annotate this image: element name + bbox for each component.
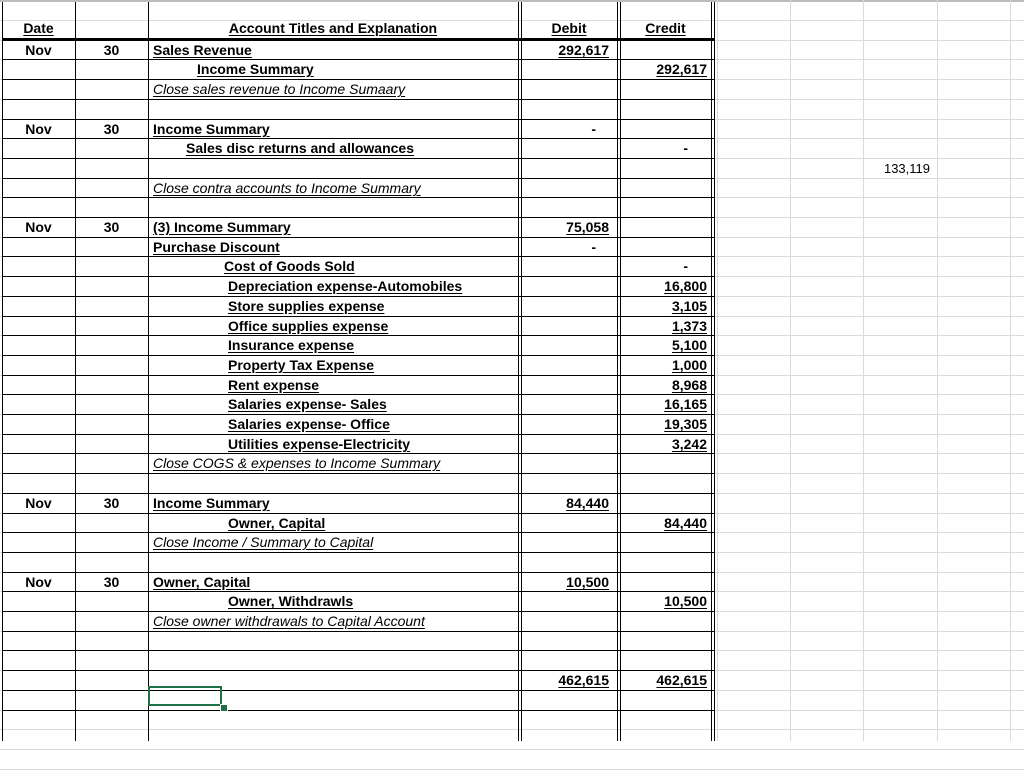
entry-day: 30 [103, 495, 120, 511]
credit-amount: - [683, 140, 688, 156]
entry-explanation: Close contra accounts to Income Summary [153, 180, 421, 196]
ledger-border-horizontal [2, 631, 715, 632]
account-title: Owner, Withdrawls [228, 593, 354, 609]
entry-explanation: Close sales revenue to Income Sumaary [153, 81, 406, 97]
ledger-border-horizontal [2, 59, 715, 60]
credit-amount: 1,000 [671, 357, 707, 373]
debit-amount: - [591, 121, 596, 137]
fill-handle[interactable] [220, 704, 228, 712]
account-title: Income Summary [153, 495, 270, 511]
account-title: Income Summary [197, 61, 314, 77]
entry-month: Nov [25, 42, 52, 58]
credit-amount: - [683, 258, 688, 274]
entry-month: Nov [25, 121, 52, 137]
gridline-vertical [717, 0, 718, 741]
credit-amount: 84,440 [664, 515, 707, 531]
credit-amount: 19,305 [664, 416, 707, 432]
credit-amount: 3,242 [671, 436, 707, 452]
account-title: Store supplies expense [228, 298, 385, 314]
gridline-horizontal [0, 729, 1024, 730]
credit-amount: 1,373 [671, 318, 707, 334]
header-account-titles: Account Titles and Explanation [228, 20, 438, 36]
sheet-top-edge [0, 0, 1024, 2]
credit-amount: 10,500 [664, 593, 707, 609]
account-title: Office supplies expense [228, 318, 389, 334]
ledger-border-horizontal [2, 256, 715, 257]
account-title: Property Tax Expense [228, 357, 375, 373]
header-underline [2, 38, 715, 40]
debit-amount: 10,500 [566, 574, 609, 590]
account-title: Rent expense [228, 377, 320, 393]
entry-day: 30 [103, 42, 120, 58]
ledger-border-horizontal [2, 552, 715, 553]
gridline-vertical [937, 0, 938, 741]
entry-explanation: Close Income / Summary to Capital [153, 534, 374, 550]
ledger-border-horizontal [2, 690, 715, 691]
ledger-border-horizontal [2, 335, 715, 336]
account-title: Depreciation expense-Automobiles [228, 278, 463, 294]
debit-amount: 292,617 [558, 42, 609, 58]
debit-amount: - [591, 239, 596, 255]
account-title: Salaries expense- Sales [228, 396, 387, 412]
account-title: Sales disc returns and allowances [186, 140, 414, 156]
ledger-border-horizontal [2, 99, 715, 100]
ledger-border-horizontal [2, 650, 715, 651]
ledger-border-horizontal [2, 375, 715, 376]
entry-month: Nov [25, 574, 52, 590]
credit-amount: 16,800 [664, 278, 707, 294]
ledger-border-horizontal [2, 158, 715, 159]
header-credit: Credit [645, 20, 686, 36]
gridline-vertical [790, 0, 791, 741]
debit-amount: 84,440 [566, 495, 609, 511]
account-title: Salaries expense- Office [228, 416, 390, 432]
debit-amount: 75,058 [566, 219, 609, 235]
account-title: Owner, Capital [153, 574, 251, 590]
gridline-vertical [863, 0, 864, 741]
gridline-horizontal [0, 749, 1024, 750]
ledger-border-horizontal [2, 513, 715, 514]
header-debit: Debit [551, 20, 587, 36]
entry-month: Nov [25, 219, 52, 235]
entry-explanation: Close COGS & expenses to Income Summary [153, 455, 441, 471]
account-title: Purchase Discount [153, 239, 280, 255]
credit-amount: 5,100 [671, 337, 707, 353]
account-title: Utilities expense-Electricity [228, 436, 411, 452]
ledger-border-horizontal [2, 237, 715, 238]
header-date: Date [23, 20, 54, 36]
credit-amount: 462,615 [656, 672, 707, 688]
ledger-border-horizontal [2, 197, 715, 198]
account-title: Cost of Goods Sold [224, 258, 355, 274]
side-cell-value: 133,119 [883, 161, 930, 176]
credit-amount: 3,105 [671, 298, 707, 314]
gridline-vertical [1010, 0, 1011, 741]
entry-day: 30 [103, 121, 120, 137]
active-cell-selection[interactable] [148, 686, 222, 706]
credit-amount: 8,968 [671, 377, 707, 393]
ledger-border-horizontal [2, 591, 715, 592]
debit-amount: 462,615 [558, 672, 609, 688]
entry-explanation: Close owner withdrawals to Capital Account [153, 613, 425, 629]
account-title: Insurance expense [228, 337, 355, 353]
entry-day: 30 [103, 574, 120, 590]
ledger-border-horizontal [2, 473, 715, 474]
ledger-border-horizontal [2, 710, 715, 711]
account-title: Income Summary [153, 121, 270, 137]
entry-month: Nov [25, 495, 52, 511]
credit-amount: 16,165 [664, 396, 707, 412]
account-title: Sales Revenue [153, 42, 252, 58]
account-title: (3) Income Summary [153, 219, 291, 235]
account-title: Owner, Capital [228, 515, 326, 531]
entry-day: 30 [103, 219, 120, 235]
credit-amount: 292,617 [656, 61, 707, 77]
